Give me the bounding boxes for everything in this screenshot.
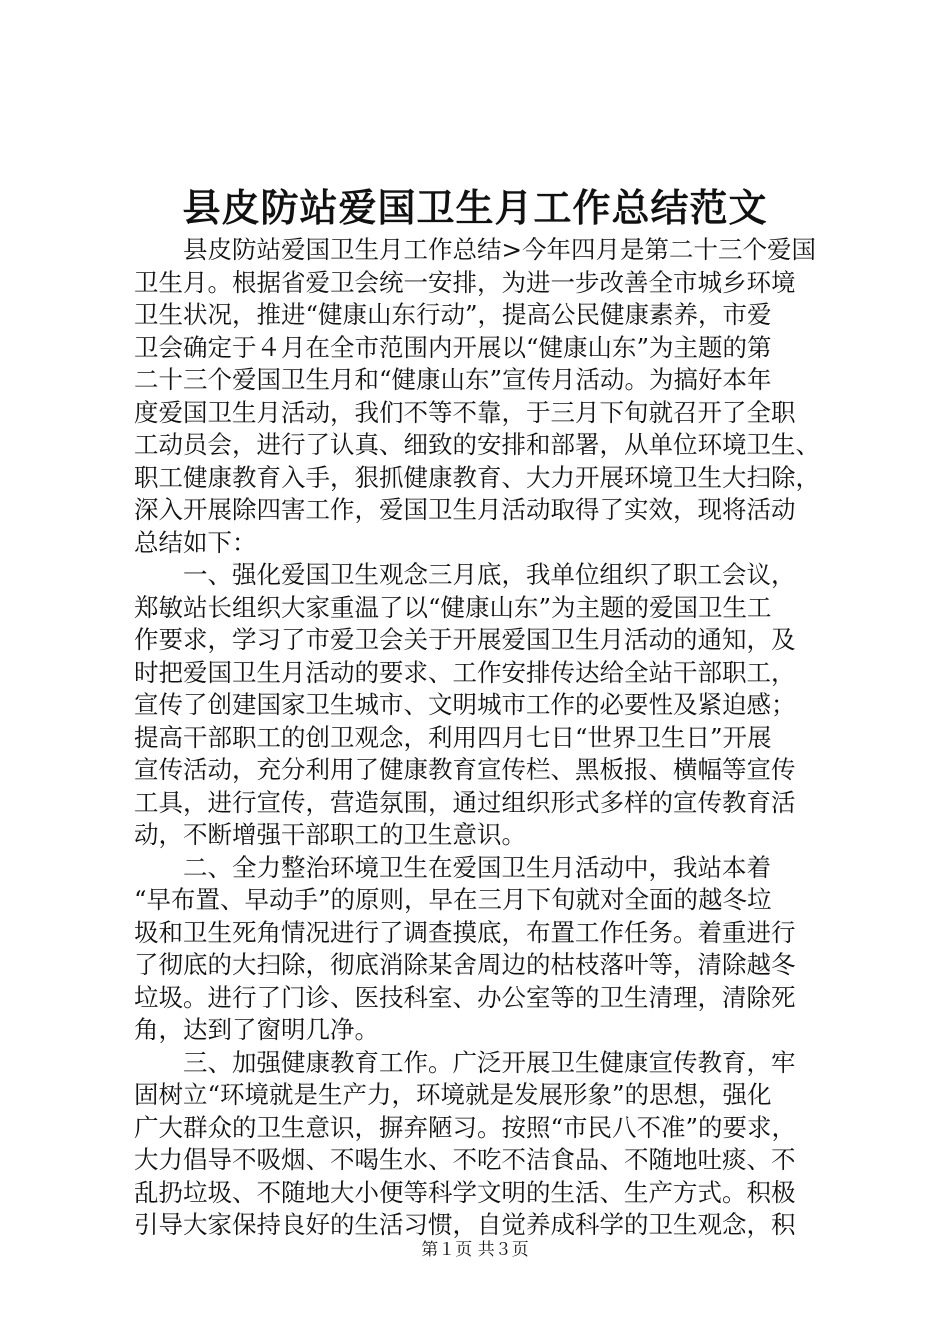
text-line: 二十三个爱国卫生月和“健康山东”宣传月活动。为搞好本年 <box>134 365 772 394</box>
text-line: 作要求，学习了市爱卫会关于开展爱国卫生月活动的通知，及 <box>134 625 796 654</box>
text-line: 卫会确定于４月在全市范围内开展以“健康山东”为主题的第 <box>134 332 772 362</box>
text-line: 一、强化爱国卫生观念三月底，我单位组织了职工会议， <box>134 560 796 589</box>
page-footer: 第１页 共３页 <box>421 1240 529 1260</box>
text-line: 广大群众的卫生意识，摒弃陋习。按照“市民八不准”的要求， <box>134 1112 797 1142</box>
text-line: 时把爱国卫生月活动的要求、工作安排传达给全站干部职工， <box>134 657 796 687</box>
text-line: 固树立“环境就是生产力，环境就是发展形象”的思想，强化 <box>134 1080 772 1109</box>
text-line: 工动员会，进行了认真、细致的安排和部署，从单位环境卫生、 <box>134 430 820 459</box>
text-line: 宣传活动，充分利用了健康教育宣传栏、黑板报、横幅等宣传 <box>134 755 796 784</box>
body-text <box>134 234 834 1242</box>
text-line: 总结如下： <box>134 527 257 557</box>
text-line: 职工健康教育入手，狠抓健康教育、大力开展环境卫生大扫除， <box>134 462 820 492</box>
text-line: 垃圾。进行了门诊、医技科室、办公室等的卫生清理，清除死 <box>134 982 796 1012</box>
text-line: 卫生状况，推进“健康山东行动”，提高公民健康素养，市爱 <box>134 300 772 329</box>
text-line: 了彻底的大扫除，彻底消除某舍周边的枯枝落叶等，清除越冬 <box>134 950 796 979</box>
text-line: 宣传了创建国家卫生城市、文明城市工作的必要性及紧迫感； <box>134 690 796 719</box>
text-line: 圾和卫生死角情况进行了调查摸底，布置工作任务。着重进行 <box>134 917 796 947</box>
text-line: 县皮防站爱国卫生月工作总结>今年四月是第二十三个爱国 <box>134 235 817 264</box>
text-line: 深入开展除四害工作，爱国卫生月活动取得了实效，现将活动 <box>134 495 796 524</box>
text-line: 郑敏站长组织大家重温了以“健康山东”为主题的爱国卫生工 <box>134 592 772 622</box>
text-line: 提高干部职工的创卫观念，利用四月七日“世界卫生日”开展 <box>134 722 772 752</box>
text-line: 工具，进行宣传，营造氛围，通过组织形式多样的宣传教育活 <box>134 787 796 817</box>
text-line: 度爱国卫生月活动，我们不等不靠，于三月下旬就召开了全职 <box>134 397 796 427</box>
text-line: 二、全力整治环境卫生在爱国卫生月活动中，我站本着 <box>134 852 771 882</box>
text-line: 引导大家保持良好的生活习惯，自觉养成科学的卫生观念，积 <box>134 1210 796 1239</box>
text-line: 动，不断增强干部职工的卫生意识。 <box>134 820 526 849</box>
text-line: “早布置、早动手”的原则，早在三月下旬就对全面的越冬垃 <box>134 885 772 914</box>
text-line: 卫生月。根据省爱卫会统一安排，为进一步改善全市城乡环境 <box>134 267 796 297</box>
text-line: 角，达到了窗明几净。 <box>134 1015 379 1044</box>
text-line: 乱扔垃圾、不随地大小便等科学文明的生活、生产方式。积极 <box>134 1177 796 1207</box>
text-line: 三、加强健康教育工作。广泛开展卫生健康宣传教育，牢 <box>134 1047 796 1077</box>
text-line: 大力倡导不吸烟、不喝生水、不吃不洁食品、不随地吐痰、不 <box>134 1145 796 1174</box>
page-title: 县皮防站爱国卫生月工作总结范文 <box>182 185 768 230</box>
